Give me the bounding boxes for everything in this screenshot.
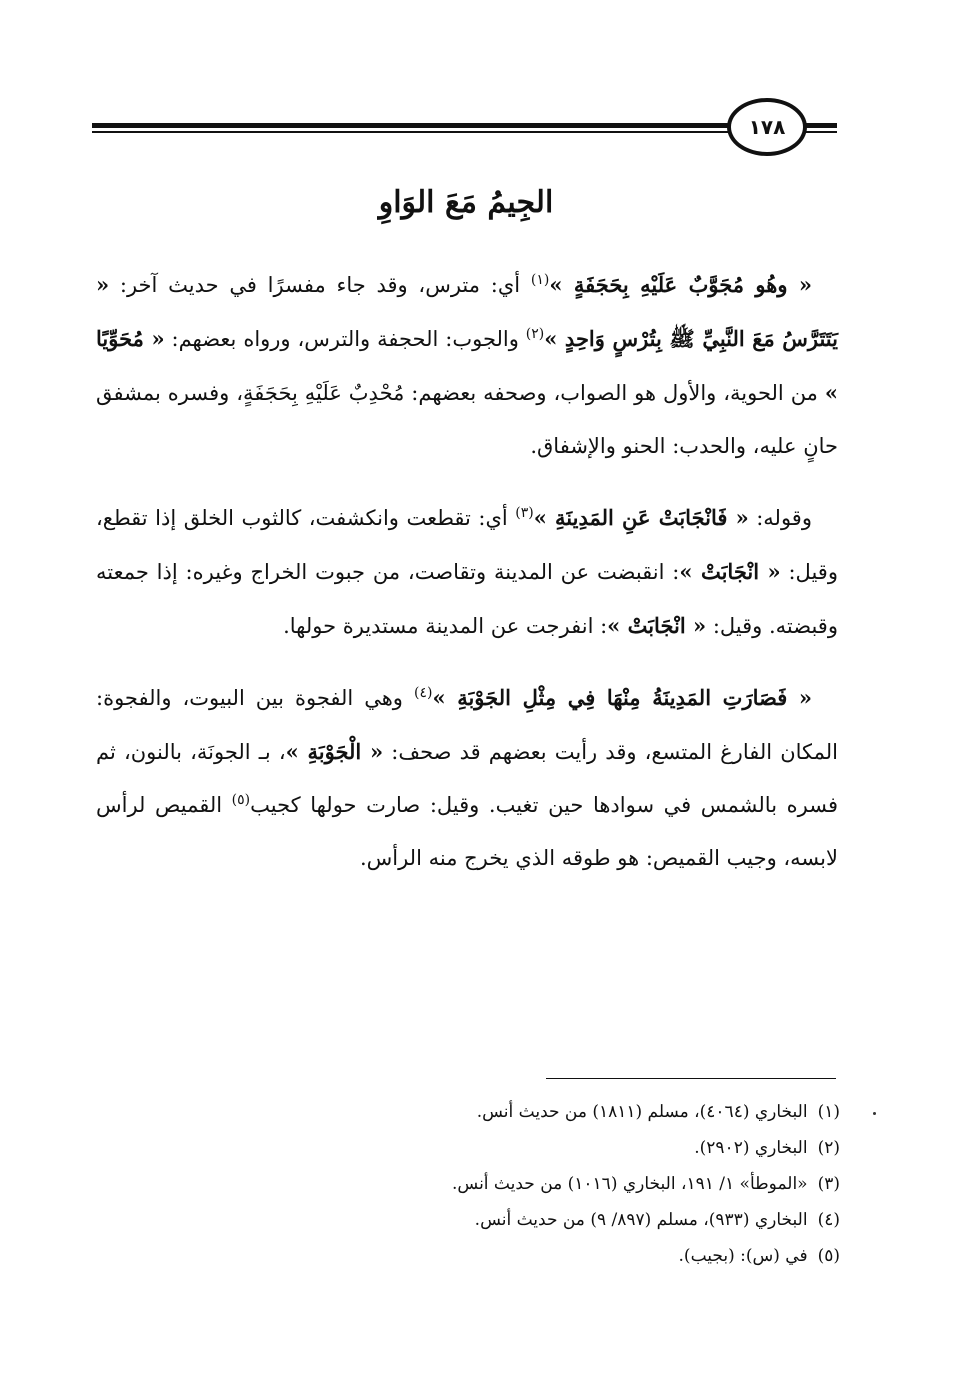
section-title: الجِيمُ مَعَ الوَاوِ <box>378 185 554 220</box>
text-run: وقوله: <box>748 506 812 530</box>
footnote <box>300 1202 840 1238</box>
paragraph <box>96 258 838 473</box>
footnote <box>300 1130 840 1166</box>
quoted-phrase: « انْجَابَتْ » <box>607 613 707 638</box>
text-run: : انقبضت عن المدينة وتقاصت، من جبوت الخراج وغيره: إذا جمعته وقبضته. وقيل: <box>96 560 838 638</box>
quoted-phrase: « فَصَارَتِ المَدِينَةُ مِنْهَا فِي مِثْلِ الجَوْبَةِ » <box>432 685 813 710</box>
footnote-ref: (٤) <box>413 685 433 701</box>
paragraph <box>96 671 838 885</box>
footnote-text: في (س): (بجيب). <box>678 1246 808 1266</box>
body-text <box>96 258 838 903</box>
paragraph <box>96 491 838 653</box>
quoted-phrase: « فَانْجَابَتْ عَنِ المَدِينَةِ » <box>533 505 749 530</box>
footnote <box>300 1094 840 1130</box>
footnote-ref: (٥) <box>231 792 251 808</box>
text-run: : انفرجت عن المدينة مستديرة حولها. <box>283 614 608 638</box>
margin-dot <box>873 1112 876 1115</box>
text-run: أي: تقطعت وانكشفت، كالثوب الخلق إذا تقطع، وقيل: <box>96 506 838 584</box>
footnote-marker: (١) <box>817 1102 840 1122</box>
footnotes-list <box>300 1094 840 1274</box>
text-run: أي: مترس، وقد جاء مفسرًا في حديث آخر: <box>109 273 531 297</box>
text-run: القميص لرأس لابسه، وجيب القميص: هو طوقه الذي يخرج منه الرأس. <box>96 793 838 870</box>
footnote-text: البخاري (٢٩٠٢). <box>694 1138 808 1158</box>
footnote-ref: (١) <box>530 272 550 288</box>
header-rule-thin <box>92 131 742 133</box>
footnote-text: «الموطأ» ١/ ١٩١، البخاري (١٠١٦) من حديث أنس. <box>452 1174 808 1194</box>
footnote <box>300 1166 840 1202</box>
quoted-phrase: « الْجَوْبَةِ » <box>285 739 384 764</box>
page-header <box>92 98 837 160</box>
text-run: وهي الفجوة بين البيوت، والفجوة: المكان الفارغ المتسع، وقد رأيت بعضهم قد صحف: <box>96 686 838 764</box>
footnote-ref: (٢) <box>525 326 545 342</box>
quoted-phrase: « وهُو مُجَوَّبٌ عَلَيْهِ بِحَجَفَةٍ » <box>549 272 812 297</box>
footnote-marker: (٤) <box>817 1210 840 1230</box>
text-run: من الحوية، والأول هو الصواب، وصحفه بعضهم: مُحْدِبٌ عَلَيْهِ بِحَجَفَةٍ، وفسره بمشفق حانٍ عليه، والحدب: الحنو والإشفاق. <box>96 381 838 458</box>
footnote-text: البخاري (٤٠٦٤)، مسلم (١٨١١) من حديث أنس. <box>476 1102 808 1122</box>
footnote-text: البخاري (٩٣٣)، مسلم (٨٩٧/ ٩) من حديث أنس. <box>474 1210 808 1230</box>
page-number: ١٧٨ <box>727 98 807 156</box>
footnote <box>300 1238 840 1274</box>
text-run: ، بـ الجونَة، بالنون، ثم فسره بالشمس في سوادها حين تغيب. وقيل: صارت حولها كجيب <box>96 740 838 817</box>
footnote-ref: (٣) <box>515 505 534 521</box>
quoted-phrase: « مُحَوِّيًا » <box>96 326 838 405</box>
quoted-phrase: « انْجَابَتْ » <box>679 559 781 584</box>
text-run: والجوب: الحجفة والترس، ورواه بعضهم: <box>164 327 526 351</box>
header-rule-thick <box>92 123 742 128</box>
footnote-marker: (٣) <box>817 1174 840 1194</box>
quoted-phrase: « يَتَتَرَّسُ مَعَ النَّبِيِّ ﷺ بِتُرْسٍ وَاحِدٍ » <box>96 272 838 351</box>
footnote-separator <box>546 1078 836 1079</box>
footnote-marker: (٥) <box>817 1246 840 1266</box>
footnote-marker: (٢) <box>817 1138 840 1158</box>
